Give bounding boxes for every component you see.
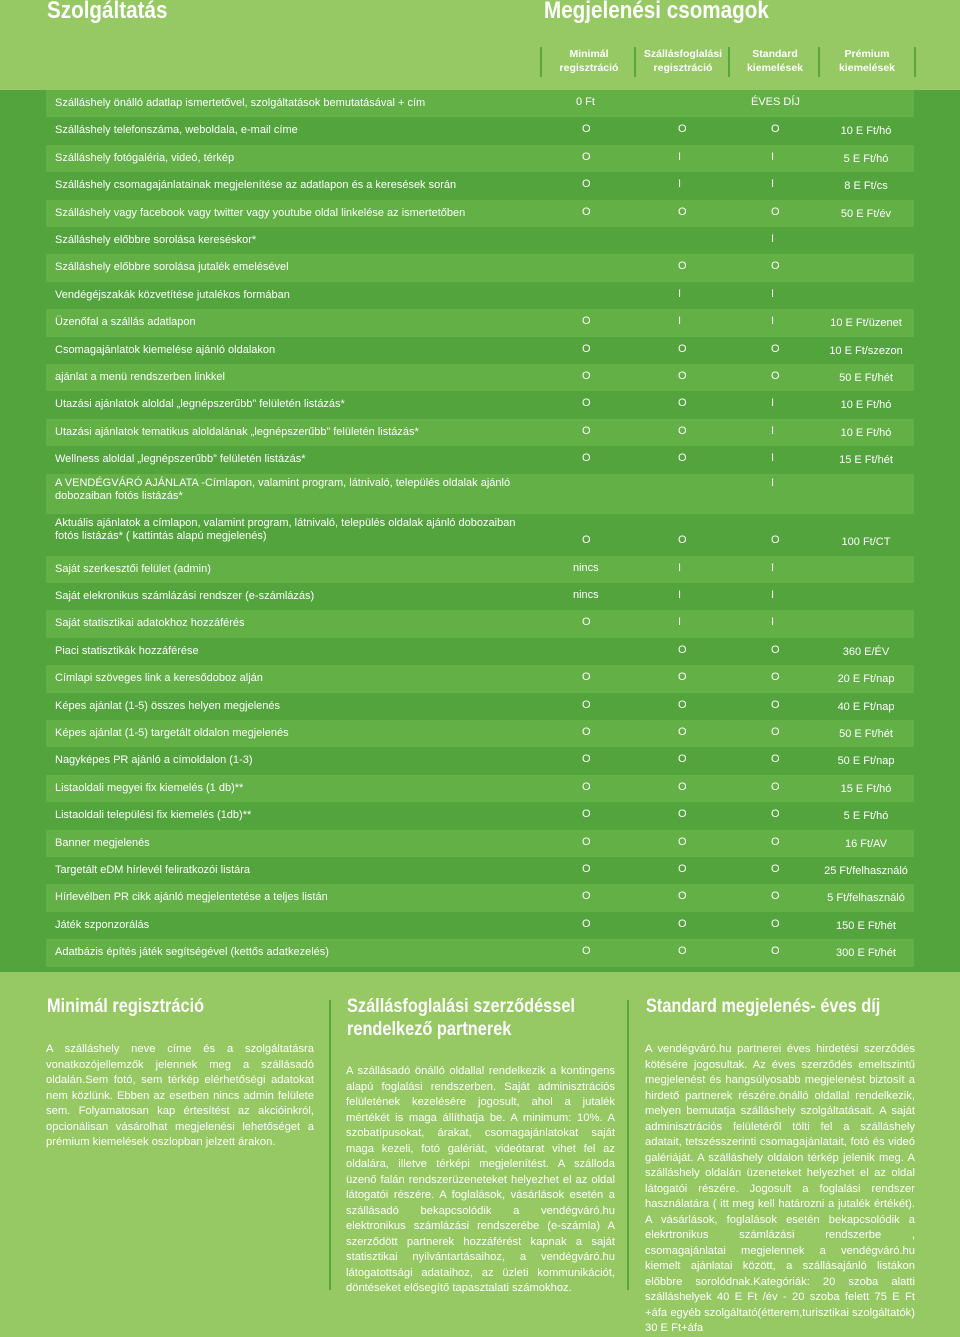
- package-2-value: O: [678, 780, 687, 793]
- premium-price: 10 E Ft/hó: [840, 125, 892, 138]
- package-2-value: O: [678, 835, 687, 848]
- feature-label: Szálláshely fotógaléria, videó, térkép: [55, 151, 235, 164]
- package-3-value: O: [771, 863, 780, 875]
- package-1-value: 0 Ft: [576, 96, 595, 108]
- package-2-value: O: [678, 123, 687, 136]
- premium-price: 10 E Ft/üzenet: [830, 317, 902, 330]
- table-row: [46, 857, 914, 884]
- premium-price: 100 Ft/CT: [841, 535, 891, 548]
- feature-label: Üzenőfal a szállás adatlapon: [55, 316, 196, 329]
- pricing-table: [0, 90, 960, 972]
- table-row: [46, 720, 914, 747]
- package-2-value: O: [678, 863, 687, 875]
- table-row: [46, 583, 914, 610]
- packages-title: Megjelenési csomagok: [544, 0, 769, 24]
- package-1-value: O: [582, 753, 591, 766]
- package-2-value: O: [678, 945, 687, 958]
- package-3-value: O: [771, 808, 780, 821]
- package-2-value: O: [678, 726, 687, 738]
- column-header-line2: kiemelések: [838, 62, 896, 74]
- feature-label: Szálláshely előbbre sorolása kereséskor*: [55, 234, 257, 246]
- feature-label: Utazási ajánlatok aloldal „legnépszerűbb” felületén listázás*: [55, 398, 345, 411]
- package-1-value: O: [582, 698, 591, 711]
- table-row: [46, 665, 914, 692]
- column-header-4: [818, 47, 916, 77]
- package-1-value: O: [582, 726, 591, 738]
- package-1-value: O: [582, 205, 591, 218]
- package-3-value: I: [771, 589, 775, 601]
- package-2-value: O: [678, 397, 687, 410]
- package-1-value: O: [582, 123, 591, 136]
- column-header-1: [540, 47, 636, 77]
- table-row: [46, 117, 914, 144]
- column-header-line1: Szállásfoglalási: [643, 48, 723, 60]
- feature-label: Listaoldali megyei fix kiemelés (1 db)**: [55, 781, 244, 794]
- table-row: [46, 364, 914, 391]
- package-3-value: I: [771, 150, 775, 163]
- feature-label: Saját statisztikai adatokhoz hozzáférés: [55, 617, 245, 630]
- package-3-value: I: [771, 178, 775, 191]
- package-2-value: O: [678, 452, 687, 465]
- package-3-value: O: [771, 260, 780, 273]
- package-1-value: O: [582, 945, 591, 958]
- package-3-value: O: [771, 533, 780, 546]
- column-header-line2: regisztráció: [653, 62, 713, 74]
- column-divider: [627, 1000, 629, 1290]
- feature-label: ajánlat a menü rendszerben linkkel: [55, 371, 225, 383]
- header: [0, 0, 960, 90]
- premium-price: 300 E Ft/hét: [836, 947, 896, 960]
- column-divider: [329, 1000, 331, 1290]
- premium-price: 5 Ft/felhasználó: [827, 892, 905, 905]
- feature-label: Targetált eDM hírlevél feliratkozói listára: [55, 864, 251, 876]
- feature-label: Listaoldali települési fix kiemelés (1db)**: [55, 809, 252, 822]
- table-row: [46, 172, 914, 199]
- package-1-value: O: [582, 890, 591, 903]
- premium-price: 10 E Ft/hó: [840, 399, 892, 412]
- package-2-value: O: [678, 424, 687, 437]
- feature-label: Szálláshely telefonszáma, weboldala, e-mail címe: [55, 124, 298, 137]
- package-2-value: O: [678, 698, 687, 711]
- package-3-value: O: [771, 917, 780, 930]
- premium-price: 5 E Ft/hó: [843, 152, 889, 165]
- package-1-value: O: [582, 835, 591, 848]
- package-2-value: O: [678, 205, 687, 218]
- package-3-value: O: [771, 753, 780, 766]
- premium-price: 25 Ft/felhasználó: [824, 865, 908, 877]
- package-2-value: I: [678, 561, 682, 574]
- column-header-line1: Minimál: [569, 48, 609, 60]
- column-header-3: [728, 47, 820, 77]
- feature-label: Játék szponzorálás: [55, 918, 150, 931]
- table-row: [46, 391, 914, 418]
- booking-partners-text: A szállásadó önálló oldallal rendelkezik a kontingens alapú foglalási rendszerben. Saját adminisztrációs felületének kezelésére jogosult, ahol a jutalék mértékét is maga állíthatja be. A minimum: 10%. A szobatípusokat, árakat, csomagajánlatokat saját maga kezeli, fotó galériát, videótarat vihet fel az oldalára, illetve térképi megjelenítést. A szálloda üzenő falán rendszerüzeneteket helyezhet el az oldal látogatói részére. A foglalások, vásárlások esetén a szállásadó bekapcsolódik a vendégváró.hu elektronikus számlázási rendszerébe (e-számla) A szerződött partnerek hozzáférést kapnak a saját statisztikai nyilvántartásaihoz, a vendégváró.hu látogatottsági adataihoz, az üzleti kommunikációt, döntéseket elősegítő tapasztalati számokhoz.: [346, 1065, 615, 1294]
- package-1-value: O: [582, 533, 591, 546]
- package-3-value: O: [771, 123, 780, 136]
- premium-price: 10 E Ft/szezon: [829, 344, 903, 357]
- premium-price: 50 E Ft/hét: [839, 728, 893, 740]
- feature-label: Szálláshely csomagajánlatainak megjelenítése az adatlapon és a keresések során: [55, 179, 457, 192]
- package-2-value: I: [678, 178, 682, 191]
- table-row: [46, 282, 914, 309]
- table-row: [46, 309, 914, 336]
- package-1-value: O: [582, 342, 591, 355]
- package-1-value: O: [582, 616, 591, 629]
- package-3-value: O: [771, 698, 780, 711]
- package-1-value: O: [582, 315, 591, 328]
- package-2-value: I: [678, 150, 682, 163]
- booking-partners-title: Szállásfoglalási szerződéssel rendelkező partnerek: [347, 996, 575, 1040]
- package-3-value: O: [771, 671, 780, 684]
- feature-label: Csomagajánlatok kiemelése ajánló oldalakon: [55, 343, 276, 356]
- feature-label: Banner megjelenés: [55, 836, 150, 849]
- premium-price: 10 E Ft/hó: [840, 426, 892, 439]
- package-3-value: O: [771, 643, 780, 656]
- package-3-value: I: [771, 233, 775, 245]
- feature-label: Képes ajánlat (1-5) összes helyen megjelenés: [55, 699, 281, 712]
- package-2-value: O: [678, 533, 687, 546]
- package-2-value: O: [678, 917, 687, 930]
- table-row: [46, 419, 914, 446]
- feature-label: Adatbázis építés játék segítségével (kettős adatkezelés): [55, 946, 329, 959]
- column-header-line1: Prémium: [844, 48, 890, 60]
- package-1-value: O: [582, 370, 591, 382]
- package-3-value: I: [771, 452, 775, 465]
- minimal-registration-title: Minimál regisztráció: [47, 996, 205, 1017]
- premium-price: 50 E Ft/év: [840, 207, 892, 220]
- minimal-registration-text: A szálláshely neve címe és a szolgáltatásra vonatkozójellemzők jelennek meg a szállásadó oldalán.Sem fotó, sem térkép elérhetőségi adatokat nem közlünk. Ebben az esetben nincs admin felülete sem. Folyamatosan kap értesítést az akcióinkról, opcionálisan vásárolhat megjelenési lehetőséget a prémium kiemelések oszlopban jelzett árakon.: [46, 1043, 314, 1148]
- table-row: [46, 145, 914, 172]
- table-row: [46, 912, 914, 939]
- premium-price: 150 E Ft/hét: [836, 919, 896, 932]
- package-1-value: nincs: [573, 561, 599, 574]
- table-row: [46, 556, 914, 583]
- package-3-value: I: [771, 315, 775, 328]
- package-3-value: I: [771, 424, 775, 437]
- package-1-value: O: [582, 863, 591, 875]
- premium-price: 16 Ft/AV: [845, 837, 887, 850]
- premium-price: 50 E Ft/nap: [837, 755, 895, 768]
- table-row: [46, 254, 914, 281]
- package-2-value: O: [678, 342, 687, 355]
- feature-label: Wellness aloldal „legnépszerűbb” felületén listázás*: [55, 453, 306, 466]
- standard-annual-text: A vendégváró.hu partnerei éves hirdetési szerződés kötésére jogosultak. Az éves szerződés emeltszintű megjelenést és hangsúlyosabb megjelenést biztosít a hirdető partnerek részére.önálló oldallal rendelkezik, melyen bemutatja szálláshely szolgáltatásait. A saját adminisztrációs felületéről tölti fel a szálláshely adatait, tetszésszerinti csomagajánlatait, fotó és videó galériáját. A szálláshely oldalon térkép jelenik meg. A szálláshely oldalán üzeneteket helyezhet el az oldal látogatói részére. Jogosult a foglalási rendszer használatára ( itt meg kell határozni a jutalék értékét). A vásárlások, foglalások esetén bekapcsolódik a elekrtronikus számlázási rendszerbe , csomagajánlatai megjelennek a vendégváró.hu kiemelt ajánlatai között, a szállásajánló listákon előbbre sorolódnak.Kategóriák: 20 szoba alatti szálláshelyek 40 E Ft /év - 20 szoba felett 75 E Ft +áfa egyéb szolgáltató(étterem,turisztikai szolgáltatók) 30 E Ft+áfa: [645, 1043, 915, 1334]
- package-1-value: O: [582, 780, 591, 793]
- feature-label: Piaci statisztikák hozzáférése: [55, 644, 199, 657]
- table-row: [46, 90, 914, 117]
- table-row: [46, 830, 914, 857]
- premium-price: 5 E Ft/hó: [843, 810, 889, 823]
- package-2-value: I: [678, 287, 682, 300]
- premium-price: 40 E Ft/nap: [837, 700, 895, 713]
- package-2-value: O: [678, 753, 687, 766]
- package-3-value: O: [771, 945, 780, 958]
- feature-label: Képes ajánlat (1-5) targetált oldalon megjelenés: [55, 727, 289, 739]
- table-row: [46, 884, 914, 911]
- package-3-value: O: [771, 342, 780, 355]
- package-1-value: nincs: [573, 589, 599, 601]
- table-row: [46, 514, 914, 556]
- feature-label: Szálláshely előbbre sorolása jutalék emelésével: [55, 261, 289, 274]
- table-row: [46, 693, 914, 720]
- table-row: [46, 638, 914, 665]
- service-title: Szolgáltatás: [47, 0, 168, 24]
- feature-label: Szálláshely vagy facebook vagy twitter vagy youtube oldal linkelése az ismertetőben: [55, 206, 466, 219]
- premium-price: 360 E/ÉV: [842, 645, 890, 658]
- package-3-value: I: [771, 616, 775, 629]
- column-header-2: [634, 47, 730, 77]
- package-1-value: O: [582, 917, 591, 930]
- package-3-value: O: [771, 780, 780, 793]
- table-row: [46, 474, 914, 514]
- package-3-value: O: [771, 835, 780, 848]
- table-row: [46, 610, 914, 637]
- premium-price: 8 E Ft/cs: [844, 180, 888, 193]
- package-3-value: O: [771, 370, 780, 382]
- package-2-value: I: [678, 315, 682, 328]
- package-2-value: O: [678, 643, 687, 656]
- package-3-value: I: [771, 561, 775, 574]
- package-2-value: O: [678, 370, 687, 382]
- package-3-value: I: [771, 397, 775, 410]
- package-1-value: O: [582, 178, 591, 191]
- feature-label: Saját szerkesztői felület (admin): [55, 562, 211, 575]
- premium-price: 20 E Ft/nap: [837, 673, 895, 686]
- package-2-value: I: [678, 589, 682, 601]
- table-row: [46, 775, 914, 802]
- premium-price: 15 E Ft/hó: [840, 782, 892, 795]
- package-1-value: O: [582, 452, 591, 465]
- package-2-value: O: [678, 890, 687, 903]
- table-row: [46, 337, 914, 364]
- package-2-value: O: [678, 808, 687, 821]
- package-3-value: O: [771, 726, 780, 738]
- premium-price: 15 E Ft/hét: [839, 454, 893, 467]
- table-row: [46, 446, 914, 473]
- package-2-value: O: [678, 671, 687, 684]
- package-1-value: O: [582, 424, 591, 437]
- feature-label: Saját elekronikus számlázási rendszer (e-számlázás): [55, 590, 315, 602]
- table-row: [46, 802, 914, 829]
- column-header-line1: Standard: [752, 48, 798, 60]
- column-header-line2: regisztráció: [559, 62, 619, 74]
- feature-label: Címlapi szöveges link a keresődoboz alján: [55, 672, 263, 685]
- column-header-line2: kiemelések: [746, 62, 804, 74]
- package-3-value: O: [771, 205, 780, 218]
- package-3-value: I: [771, 476, 775, 489]
- standard-annual-title: Standard megjelenés- éves díj: [646, 996, 881, 1017]
- package-2-value: I: [678, 616, 682, 629]
- table-row: [46, 200, 914, 227]
- feature-label: Vendégéjszakák közvetítése jutalékos formában: [55, 288, 290, 301]
- table-row: [46, 747, 914, 774]
- table-row: [46, 227, 914, 254]
- package-2-value: O: [678, 260, 687, 273]
- feature-label: Aktuális ajánlatok a címlapon, valamint program, látnivaló, település oldalak ajánló dobozaiban fotós listázás* ( kattintás alapú megjelenés): [55, 516, 516, 543]
- package-1-value: O: [582, 671, 591, 684]
- feature-label: Utazási ajánlatok tematikus aloldalának „legnépszerűbb” felületén listázás*: [55, 425, 419, 438]
- package-3-value: ÉVES DÍJ: [751, 96, 800, 108]
- feature-label: Szálláshely önálló adatlap ismertetővel, szolgáltatások bemutatásával + cím: [55, 97, 426, 109]
- package-3-value: O: [771, 890, 780, 903]
- package-3-value: I: [771, 287, 775, 300]
- package-1-value: O: [582, 397, 591, 410]
- feature-label: Hírlevélben PR cikk ajánló megjelentetése a teljes listán: [55, 891, 328, 904]
- table-row: [46, 939, 914, 966]
- feature-label: A VENDÉGVÁRÓ AJÁNLATA -Címlapon, valamint program, látnivaló, település oldalak ajánló dobozaiban fotós listázás*: [55, 476, 511, 503]
- premium-price: 50 E Ft/hét: [839, 372, 893, 384]
- feature-label: Nagyképes PR ajánló a címoldalon (1-3): [55, 754, 253, 767]
- package-1-value: O: [582, 808, 591, 821]
- package-1-value: O: [582, 150, 591, 163]
